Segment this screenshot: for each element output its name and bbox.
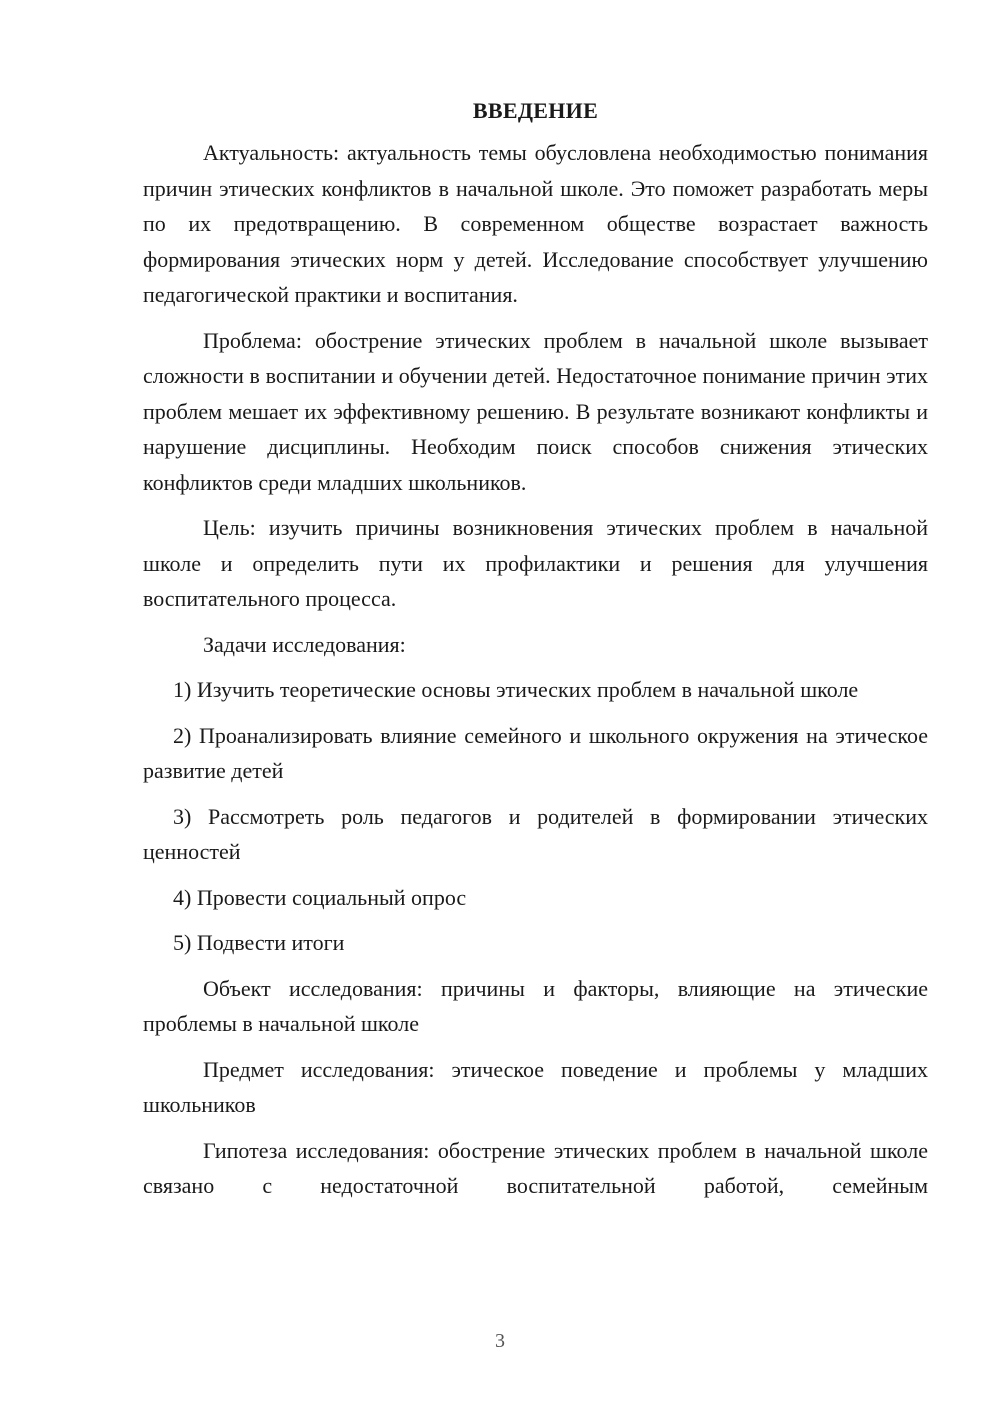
section-title: ВВЕДЕНИЕ <box>472 98 599 123</box>
subject-paragraph: Предмет исследования: этическое поведение и проблемы у младших школьников <box>143 1056 928 1117</box>
task-item-1: 1) Изучить теоретические основы этических проблем в начальной школе <box>173 677 859 702</box>
object-paragraph: Объект исследования: причины и факторы, влияющие на этические проблемы в начальной школе <box>143 975 928 1036</box>
tasks-heading: Задачи исследования: <box>203 631 406 657</box>
document-page <box>143 93 928 1204</box>
relevance-paragraph: Актуальность: актуальность темы обусловлена необходимостью понимания причин этических конфликтов в начальной школе. Это поможет разработать меры по их предотвращению. В современном обществе возрастает важность формирования этических норм у детей. Исследование способствует улучшению педагогической практики и воспитания. <box>143 140 928 307</box>
task-item-2: 2) Проанализировать влияние семейного и школьного окружения на этическое развитие детей <box>143 722 928 783</box>
hypothesis-paragraph: Гипотеза исследования: обострение этических проблем в начальной школе связано с недостаточной воспитательной работой, семейным <box>143 1137 928 1198</box>
task-item-5: 5) Подвести итоги <box>173 930 345 955</box>
task-item-4: 4) Провести социальный опрос <box>173 884 467 910</box>
page-number: 3 <box>495 1330 505 1352</box>
goal-paragraph: Цель: изучить причины возникновения этических проблем в начальной школе и определить пути их профилактики и решения для улучшения воспитательного процесса. <box>143 515 928 611</box>
problem-paragraph: Проблема: обострение этических проблем в начальной школе вызывает сложности в воспитании и обучении детей. Недостаточное понимание причин этих проблем мешает их эффективному решению. В результате возникают конфликты и нарушение дисциплины. Необходим поиск способов снижения этических конфликтов среди младших школьников. <box>143 327 928 495</box>
task-item-3: 3) Рассмотреть роль педагогов и родителей в формировании этических ценностей <box>143 803 928 864</box>
